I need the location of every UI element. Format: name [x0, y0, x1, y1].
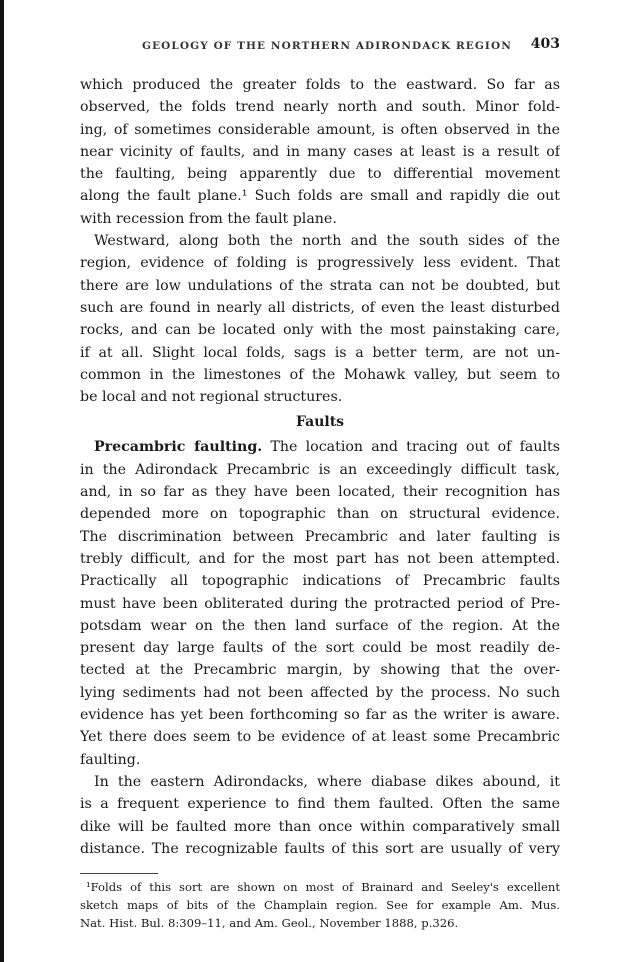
text-line: if at all. Slight local folds, sags is a better term, are not un- — [80, 344, 560, 361]
text-line: tected at the Precambric margin, by showing that the over- — [80, 662, 560, 679]
footnote-rule — [80, 873, 158, 874]
text-line: depended more on topographic than on structural evidence. — [80, 506, 560, 523]
paragraph-eastern-adirondacks — [80, 771, 560, 860]
text-line: In the eastern Adirondacks, where diabase dikes abound, it — [94, 773, 560, 790]
scan-edge-shadow — [0, 0, 4, 962]
section-heading: Faults — [295, 414, 345, 431]
paragraph-folds-eastward — [80, 74, 560, 230]
text-line: the faulting, being apparently due to differential movement — [80, 166, 560, 183]
footnote-line: sketch maps of bits of the Champlain region. See for example Am. Mus. — [80, 898, 560, 912]
text-line: is a frequent experience to find them faulted. Often the same — [80, 796, 560, 813]
text-line: rocks, and can be located only with the most painstaking care, — [80, 322, 560, 339]
text-line: region, evidence of folding is progressively less evident. That — [80, 255, 560, 272]
page-header — [80, 36, 560, 56]
text-line: there are low undulations of the strata can not be doubted, but — [80, 277, 560, 294]
text-line: be local and not regional structures. — [80, 389, 343, 406]
text-line: observed, the folds trend nearly north and south. Minor fold- — [80, 99, 560, 116]
text-line: trebly difficult, and for the most part has not been attempted. — [80, 550, 560, 567]
text-line: The discrimination between Precambric and later faulting is — [80, 528, 560, 545]
run-in-heading: Precambric faulting. — [94, 439, 263, 456]
text-line: near vicinity of faults, and in many cases at least is a result of — [80, 143, 560, 160]
page-number: 403 — [530, 36, 560, 52]
text-line: evidence has yet been forthcoming so far as the writer is aware. — [80, 707, 560, 724]
text-line: such are found in nearly all districts, of even the least disturbed — [80, 299, 560, 316]
text-line: potsdam wear on the then land surface of the region. At the — [80, 617, 560, 634]
text-line: along the fault plane.¹ Such folds are small and rapidly die out — [80, 188, 560, 205]
text-line: dike will be faulted more than once within comparatively small — [80, 818, 560, 835]
paragraph-precambric-faulting — [80, 436, 560, 770]
text-line: and, in so far as they have been located, their recognition has — [80, 484, 560, 501]
text-line: lying sediments had not been affected by the process. No such — [80, 684, 560, 701]
running-head: GEOLOGY OF THE NORTHERN ADIRONDACK REGION — [142, 40, 512, 52]
text-line: Westward, along both the north and the south sides of the — [94, 233, 560, 250]
text-line: which produced the greater folds to the eastward. So far as — [80, 77, 560, 93]
footnote — [80, 878, 560, 932]
text-line: with recession from the fault plane. — [80, 210, 337, 227]
text-line — [80, 436, 560, 458]
footnote-line: Nat. Hist. Bul. 8:309–11, and Am. Geol., November 1888, p.326. — [80, 916, 459, 930]
text-line: in the Adirondack Precambric is an exceedingly difficult task, — [80, 461, 560, 478]
text-line: Practically all topographic indications of Precambric faults — [80, 573, 560, 590]
text-line: common in the limestones of the Mohawk valley, but seem to — [80, 366, 560, 383]
footnote-line: ¹Folds of this sort are shown on most of Brainard and Seeley's excellent — [86, 880, 560, 894]
text-line: must have been obliterated during the protracted period of Pre- — [80, 595, 560, 612]
text-run: The location and tracing out of faults — [270, 439, 560, 456]
text-line: faulting. — [80, 751, 141, 768]
paragraph-westward — [80, 230, 560, 408]
text-line: present day large faults of the sort could be most readily de- — [80, 640, 560, 657]
text-line: distance. The recognizable faults of this sort are usually of very — [80, 840, 560, 857]
page-body — [80, 74, 560, 860]
text-line: Yet there does seem to be evidence of at least some Precambric — [80, 729, 560, 746]
text-line: ing, of sometimes considerable amount, is often observed in the — [80, 121, 560, 138]
